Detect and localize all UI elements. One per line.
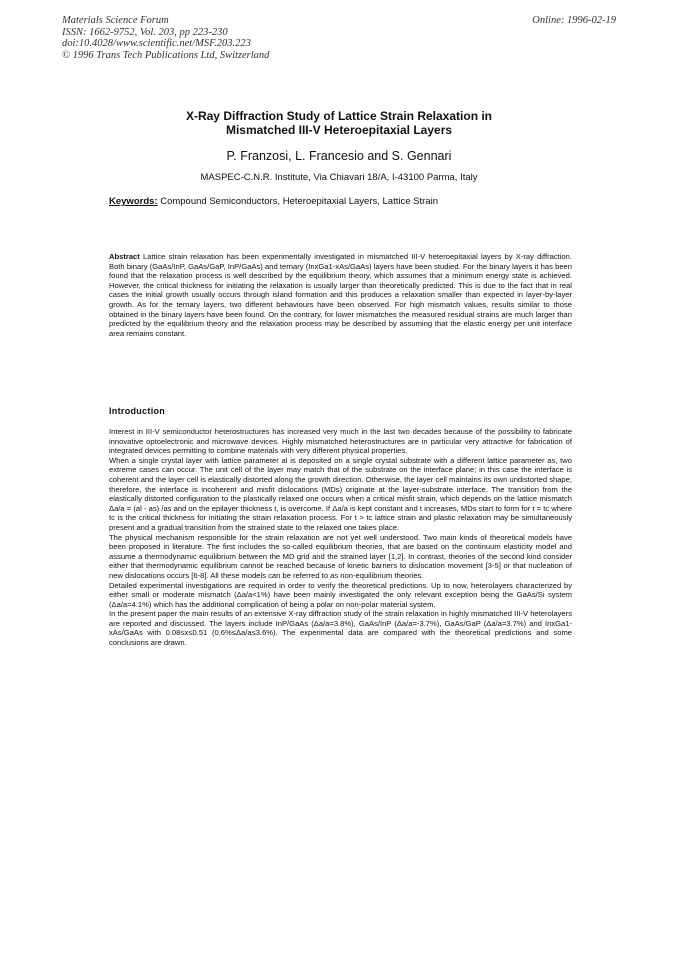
journal-name: Materials Science Forum xyxy=(62,15,169,26)
doi-line: doi:10.4028/www.scientific.net/MSF.203.223 xyxy=(62,38,251,49)
title-line-1: X-Ray Diffraction Study of Lattice Strain Relaxation in xyxy=(185,109,493,123)
keywords-label: Keywords: xyxy=(109,196,158,207)
intro-paragraph: Interest in III-V semiconductor heterostructures has increased very much in the last two decades because of the possibility to fabricate innovative optoelectronic and microwave devices. Highly mismatched heterostructures are in particular very attractive for fabrication of integrated devices permitting to combine materials with very different physical properties. xyxy=(109,427,572,456)
paper-title xyxy=(0,109,678,137)
title-line-2: Mismatched III-V Heteroepitaxial Layers xyxy=(225,123,453,137)
introduction-heading: Introduction xyxy=(109,406,166,416)
keywords xyxy=(109,196,438,207)
affiliation: MASPEC-C.N.R. Institute, Via Chiavari 18/A, I-43100 Parma, Italy xyxy=(200,172,478,183)
abstract xyxy=(109,252,572,338)
journal-header xyxy=(62,15,269,61)
intro-paragraph: The physical mechanism responsible for the strain relaxation are not yet well understood. Two main kinds of theoretical models have been proposed in literature. The first includes the so-called equilibrium theories, that are based on the continuum elasticity model and assume a thermodynamic equilibrium between the MD grid and the strained layer [1,2]. In contrast, theories of the second kind consider either that thermodynamic equilibrium cannot be reached because of kinetic barriers to dislocation movement [3-5] or that nucleation of new dislocations occurs [6-8]. All these models can be referred to as non-equilibrium theories. xyxy=(109,532,572,580)
online-date: Online: 1996-02-19 xyxy=(532,15,616,26)
intro-paragraph: In the present paper the main results of an extensive X-ray diffraction study of the strain relaxation in highly mismatched III-V heterolayers are reported and discussed. The layers include InP/GaAs (Δa/a=3.8%), GaAs/InP (Δa/a=-3.7%), GaAs/GaP (Δa/a=3.7%) and InxGa1-xAs/GaAs with 0.08≤x≤0.51 (0.6%≤Δa/a≤3.6%). The experimental data are compared with the theoretical predictions and some conclusions are drawn. xyxy=(109,609,572,648)
intro-paragraph: Detailed experimental investigations are required in order to verify the theoretical predictions. Up to now, heterolayers characterized by either small or moderate mismatch (Δa/a<1%) have been mainly investigated the only relevant exception being the GaAs/Si system (Δa/a=4.1%) which has the additional complication of being a polar on non-polar material system. xyxy=(109,580,572,609)
introduction-body xyxy=(109,427,572,648)
intro-paragraph: When a single crystal layer with lattice parameter al is deposited on a single crystal substrate with a different lattice parameter as, two extreme cases can occur. The unit cell of the layer may match that of the substrate on the interface plane; in this case the interface is coherent and the layer cell is elastically distorted along the growth direction. Otherwise, the layer cell maintains its own undistorted shape; therefore, the interface is incoherent and misfit dislocations (MDs) originate at the layer-substrate interface. The transition from the elastically distorted configuration to the plastically relaxed one occurs when a critical misfit strain, which depends on the lattice mismatch Δa/a = (al - as) /as and on the epilayer thickness t, is overcome. If Δa/a is kept constant and t increases, MDs start to form for t = tc where tc is the critical thickness for initiating the strain relaxation process. For t > tc lattice strain and plastic relaxation may be simultaneously present and a gradual transition from the strained state to the relaxed one takes place. xyxy=(109,455,572,532)
issn-line: ISSN: 1662-9752, Vol. 203, pp 223-230 xyxy=(62,26,228,38)
abstract-text: Lattice strain relaxation has been experimentally investigated in mismatched III-V heteroepitaxial layers by X-ray diffraction. Both binary (GaAs/InP, GaAs/GaP, InP/GaAs) and ternary (InxGa1-xAs/GaAs) layers have been studied. For the binary layers it has been found that the relaxation process is well described by the equilibrium theory, which assumes that a minimum energy state is achieved. However, the critical thickness for initiating the relaxation is usually larger than theoretically predicted. This is due to the fact that in real cases the initial growth usually occurs through island formation and this produces a relaxation smaller than expected in layer-by-layer growth. As for the ternary layers, two different behaviours have been observed. For high mismatch values, results similar to those obtained in the binary layers have been found. On the contrary, for lower mismatches the measured residual strains are much larger than predicted by the equilibrium theory and the relaxation process may be described by assuming that the elastic energy per unit interface area remains constant. xyxy=(109,252,572,338)
copyright-line: © 1996 Trans Tech Publications Ltd, Switzerland xyxy=(62,49,270,61)
keywords-text: Compound Semiconductors, Heteroepitaxial Layers, Lattice Strain xyxy=(160,196,438,207)
abstract-label: Abstract xyxy=(109,252,140,261)
authors: P. Franzosi, L. Francesio and S. Gennari xyxy=(226,149,452,163)
